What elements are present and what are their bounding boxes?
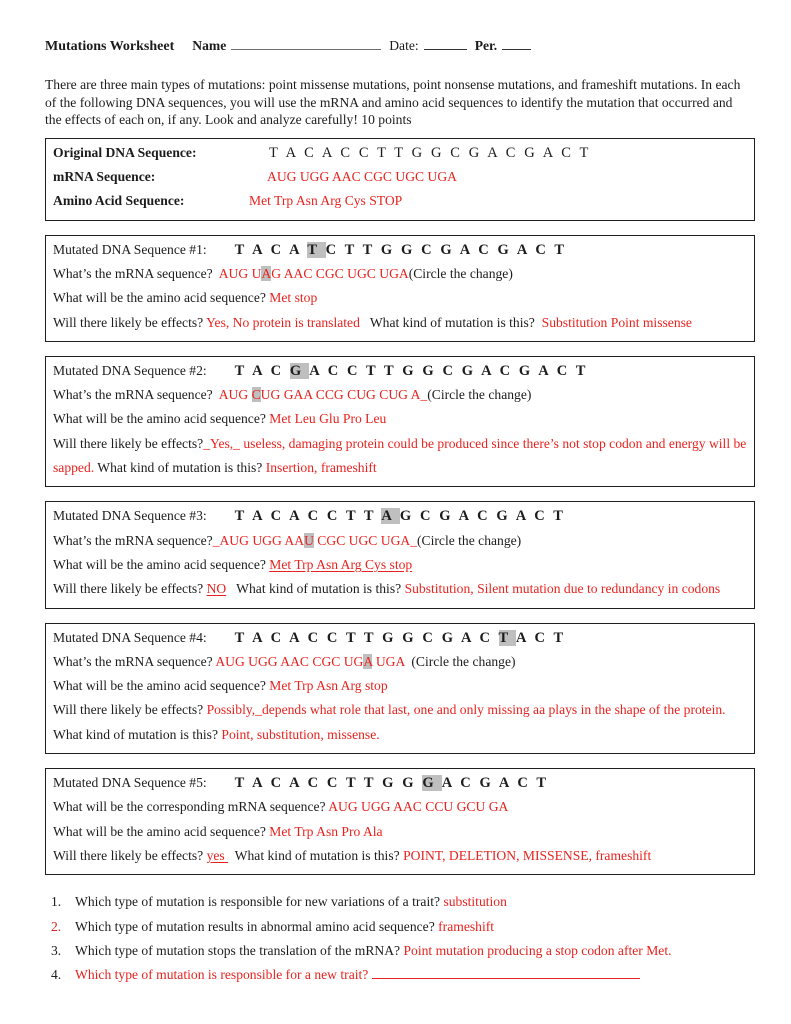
- original-sequence-box: [45, 138, 755, 221]
- answer-text: CGC UGC UGA: [313, 532, 411, 548]
- mutated-dna-label: Mutated DNA Sequence #2:: [53, 362, 207, 378]
- mutated-dna-row: [53, 238, 747, 262]
- dna-base: T: [377, 144, 395, 161]
- answer-text: Possibly,_depends what role that last, one and only missing aa plays in the shape of the protein.: [206, 702, 726, 718]
- dna-base: T: [269, 144, 286, 161]
- dna-base: A: [285, 144, 305, 161]
- answer-text: Met stop: [269, 290, 318, 306]
- dna-base: G: [402, 775, 423, 792]
- worksheet-line: [53, 820, 747, 844]
- mutated-dna-label: Mutated DNA Sequence #1:: [53, 241, 207, 257]
- dna-base: C: [326, 508, 346, 525]
- dna-base: T: [234, 629, 253, 646]
- dna-base: G: [382, 629, 403, 646]
- dna-base: A: [441, 775, 461, 792]
- answer-blank: [372, 965, 640, 979]
- dna-base: C: [534, 629, 554, 646]
- dna-base: C: [477, 508, 497, 525]
- dna-base: C: [326, 775, 346, 792]
- question-number: 3.: [51, 943, 62, 959]
- answer-text: _Yes,_: [203, 435, 240, 451]
- dna-base: A: [252, 629, 271, 646]
- highlighted-base: T: [498, 629, 516, 646]
- question-text: Which type of mutation stops the translation of the mRNA?: [75, 943, 404, 959]
- mutated-dna-row: [53, 771, 747, 795]
- answer-text: _: [212, 532, 220, 548]
- name-label: Name: [192, 38, 227, 53]
- mutated-dna-sequence: [235, 508, 566, 524]
- dna-base: T: [579, 144, 591, 161]
- answer-text: Insertion, frameshift: [265, 460, 377, 476]
- page-title: Mutations Worksheet: [45, 39, 175, 54]
- answer-text: Met Leu Glu Pro Leu: [269, 411, 387, 427]
- dna-base: G: [468, 144, 488, 161]
- worksheet-line: [53, 577, 747, 601]
- mutated-dna-sequence: [235, 363, 588, 379]
- dna-base: A: [516, 241, 536, 258]
- answer-text: [219, 266, 409, 281]
- dna-base: G: [497, 241, 517, 258]
- dna-base: C: [340, 144, 359, 161]
- dna-base: G: [411, 144, 431, 161]
- answer-text: G AAC CGC UGC UGA: [271, 265, 409, 281]
- amino-acid-row: [53, 189, 747, 213]
- answer-text: [219, 533, 410, 548]
- dna-base: G: [430, 144, 451, 161]
- answer-text: _: [410, 532, 418, 548]
- dna-base: G: [479, 775, 499, 792]
- dna-base: A: [487, 144, 506, 161]
- dna-base: C: [307, 775, 327, 792]
- mutated-dna-label: Mutated DNA Sequence #5:: [53, 775, 207, 791]
- dna-base: C: [347, 362, 367, 379]
- answer-text: substitution: [443, 894, 507, 910]
- dna-base: G: [380, 241, 401, 258]
- answer-text: Point, substitution, missense.: [221, 726, 380, 742]
- dna-base: A: [309, 362, 328, 379]
- dna-base: T: [363, 508, 382, 525]
- dna-base: T: [394, 144, 412, 161]
- question-text: What will be the amino acid sequence?: [53, 556, 270, 572]
- original-dna-sequence: [269, 141, 591, 165]
- dna-base: A: [515, 508, 535, 525]
- dna-base: C: [422, 629, 442, 646]
- question-text: What’s the mRNA sequence?: [53, 653, 216, 669]
- dna-base: G: [402, 629, 423, 646]
- answer-text: AUG UGG AAC CGC UG: [215, 653, 364, 669]
- mutated-box-3: [45, 501, 755, 608]
- question-text: What will be the amino acid sequence?: [53, 823, 270, 839]
- worksheet-line: [53, 795, 747, 819]
- question-text: (Circle the change): [408, 265, 513, 281]
- per-label: Per.: [474, 38, 498, 53]
- questions-list: [45, 890, 747, 988]
- question-text: Will there likely be effects?: [53, 435, 204, 451]
- question-text: Will there likely be effects?: [53, 314, 207, 330]
- dna-base: A: [252, 362, 271, 379]
- worksheet-line: [53, 553, 747, 577]
- dna-base: G: [400, 241, 422, 258]
- question-text: What will be the amino acid sequence?: [53, 411, 270, 427]
- mutated-dna-label: Mutated DNA Sequence #3:: [53, 508, 207, 524]
- answer-text: Substitution Point missense: [541, 314, 692, 330]
- answer-text: POINT, DELETION, MISSENSE, frameshift: [403, 847, 652, 863]
- dna-base: A: [498, 775, 518, 792]
- question-text: (Circle the change): [404, 653, 516, 669]
- dna-base: T: [553, 629, 566, 646]
- highlighted-base: A: [381, 508, 400, 525]
- dna-base: A: [538, 362, 557, 379]
- highlighted-base: T: [307, 241, 326, 258]
- question-text: What will be the amino acid sequence?: [53, 290, 270, 306]
- dna-base: A: [461, 629, 480, 646]
- mrna-sequence-row: [53, 165, 747, 189]
- dna-base: T: [345, 629, 364, 646]
- dna-base: C: [561, 144, 580, 161]
- dna-base: C: [517, 775, 537, 792]
- question-text: What’s the mRNA sequence?: [53, 387, 219, 403]
- dna-base: T: [344, 241, 363, 258]
- dna-base: C: [326, 629, 346, 646]
- dna-base: A: [289, 241, 308, 258]
- question-text: What kind of mutation is this?: [94, 460, 266, 476]
- worksheet-line: [53, 407, 747, 431]
- dna-base: T: [366, 362, 385, 379]
- dna-base: C: [421, 241, 441, 258]
- original-dna-row: [53, 141, 747, 165]
- dna-base: C: [534, 508, 554, 525]
- answer-text: yes: [206, 847, 229, 863]
- per-blank: [502, 36, 531, 50]
- dna-base: A: [515, 629, 535, 646]
- highlighted-base: G: [289, 362, 310, 379]
- question-text: What will be the amino acid sequence?: [53, 678, 270, 694]
- dna-base: C: [535, 241, 555, 258]
- dna-base: A: [289, 508, 308, 525]
- question-body: [75, 915, 494, 939]
- mutated-box-1: [45, 235, 755, 342]
- answer-text: UGA: [372, 653, 405, 669]
- mutated-box-4: [45, 623, 755, 754]
- dna-base: T: [234, 508, 253, 525]
- dna-base: C: [460, 775, 480, 792]
- worksheet-line: [53, 698, 747, 747]
- dna-base: G: [422, 362, 443, 379]
- dna-base: C: [270, 362, 290, 379]
- dna-base: A: [542, 144, 562, 161]
- dna-base: T: [345, 508, 364, 525]
- dna-base: C: [478, 241, 498, 258]
- question-text: Will there likely be effects?: [53, 847, 207, 863]
- dna-base: G: [399, 508, 420, 525]
- dna-base: C: [270, 241, 290, 258]
- original-dna-label: Original DNA Sequence:: [53, 144, 197, 160]
- answer-text: AUG U: [218, 265, 262, 281]
- highlighted-base: G: [422, 775, 442, 792]
- question-text: Which type of mutation is responsible for new variations of a trait?: [75, 894, 444, 910]
- dna-base: G: [524, 144, 543, 161]
- dna-base: T: [234, 362, 253, 379]
- highlighted-base: U: [304, 532, 314, 548]
- question-text: What kind of mutation is this?: [226, 581, 405, 597]
- worksheet-line: [53, 262, 747, 286]
- dna-base: A: [458, 508, 478, 525]
- dna-base: C: [327, 362, 347, 379]
- dna-base: A: [459, 241, 479, 258]
- question-number: 1.: [51, 894, 62, 910]
- dna-base: C: [442, 362, 462, 379]
- question-text: Which type of mutation results in abnormal amino acid sequence?: [75, 918, 439, 934]
- question-text: What’s the mRNA sequence?: [53, 532, 213, 548]
- dna-base: A: [252, 241, 271, 258]
- worksheet-line: [53, 311, 747, 335]
- dna-base: G: [441, 629, 461, 646]
- dna-base: A: [481, 362, 500, 379]
- date-blank: [424, 36, 467, 50]
- dna-base: A: [289, 775, 308, 792]
- mrna-label: mRNA Sequence:: [53, 169, 156, 185]
- question-body: [75, 890, 507, 914]
- dna-base: G: [439, 508, 459, 525]
- dna-base: T: [553, 508, 566, 525]
- answer-text: useless, damaging protein could be produced since there’s not stop codon and energy will be sapped.: [53, 435, 750, 476]
- dna-base: C: [556, 362, 576, 379]
- dna-base: G: [461, 362, 482, 379]
- dna-base: C: [358, 144, 378, 161]
- question-4: [45, 963, 747, 987]
- dna-base: G: [496, 508, 516, 525]
- question-text: (Circle the change): [427, 387, 532, 403]
- question-text: What kind of mutation is this?: [53, 702, 729, 742]
- dna-base: A: [252, 508, 271, 525]
- date-label: Date:: [389, 38, 419, 53]
- dna-base: A: [289, 629, 308, 646]
- answer-text: [219, 387, 421, 402]
- question-text: Will there likely be effects?: [53, 581, 207, 597]
- question-text: What kind of mutation is this?: [359, 314, 542, 330]
- dna-base: C: [270, 775, 290, 792]
- worksheet-line: [53, 844, 747, 868]
- answer-text: Point mutation producing a stop codon after Met.: [403, 943, 672, 959]
- mutated-dna-row: [53, 626, 747, 650]
- answer-text: [215, 654, 404, 669]
- dna-base: C: [307, 629, 327, 646]
- worksheet-line: [53, 286, 747, 310]
- answer-text: Met Trp Asn Pro Ala: [269, 823, 383, 839]
- worksheet-line: [53, 529, 747, 553]
- answer-text: Yes, No protein is translated: [206, 314, 360, 330]
- question-text: Will there likely be effects?: [53, 702, 207, 718]
- worksheet-header: [45, 36, 747, 55]
- mrna-sequence: AUG UGG AAC CGC UGC UGA: [267, 169, 457, 185]
- worksheet-line: [53, 674, 747, 698]
- question-number: 4.: [51, 967, 62, 983]
- highlighted-base: A: [363, 653, 373, 669]
- question-text: What will be the corresponding mRNA sequence?: [53, 799, 329, 815]
- mutated-dna-sequence: [235, 630, 566, 646]
- mutated-dna-row: [53, 504, 747, 528]
- dna-base: T: [363, 629, 383, 646]
- dna-base: C: [325, 241, 345, 258]
- question-1: [45, 890, 747, 914]
- worksheet-line: [53, 383, 747, 407]
- answer-text: Substitution, Silent mutation due to redundancy in codons: [404, 581, 721, 597]
- answer-text: AUG: [218, 387, 252, 403]
- dna-base: T: [554, 241, 567, 258]
- dna-base: C: [450, 144, 469, 161]
- answer-text: AUG UGG AA: [219, 532, 305, 548]
- answer-text: _: [420, 387, 428, 403]
- question-text: What’s the mRNA sequence?: [53, 265, 219, 281]
- question-3: [45, 939, 747, 963]
- worksheet-line: [53, 432, 750, 481]
- mutated-box-5: [45, 768, 755, 875]
- mutated-dna-sequence: [235, 242, 567, 258]
- dna-base: C: [499, 362, 519, 379]
- dna-base: G: [518, 362, 539, 379]
- answer-text: NO: [206, 581, 227, 597]
- dna-base: C: [505, 144, 525, 161]
- dna-base: C: [304, 144, 322, 161]
- dna-base: T: [384, 362, 403, 379]
- answer-text: Met Trp Asn Arg Cys stop: [269, 556, 413, 572]
- highlighted-base: A: [261, 265, 272, 281]
- answer-text: frameshift: [438, 918, 495, 934]
- dna-base: T: [345, 775, 364, 792]
- worksheet-line: [53, 650, 747, 674]
- dna-base: G: [402, 362, 423, 379]
- dna-base: G: [440, 241, 460, 258]
- dna-base: C: [270, 508, 290, 525]
- dna-base: A: [321, 144, 341, 161]
- dna-base: G: [382, 775, 403, 792]
- answer-text: AUG UGG AAC CCU GCU GA: [328, 799, 509, 815]
- question-text: (Circle the change): [417, 532, 522, 548]
- mutated-dna-label: Mutated DNA Sequence #4:: [53, 629, 207, 645]
- mutated-dna-row: [53, 359, 747, 383]
- highlighted-base: C: [251, 387, 261, 403]
- dna-base: C: [307, 508, 327, 525]
- mutated-box-2: [45, 356, 755, 487]
- answer-text: Which type of mutation is responsible for a new trait?: [75, 967, 372, 983]
- dna-base: T: [234, 241, 253, 258]
- question-2: [45, 915, 747, 939]
- question-body: [75, 963, 640, 987]
- dna-base: C: [419, 508, 440, 525]
- dna-base: C: [270, 629, 290, 646]
- name-blank: [231, 36, 381, 50]
- amino-acid-label: Amino Acid Sequence:: [53, 193, 185, 209]
- amino-acid-sequence: Met Trp Asn Arg Cys STOP: [249, 193, 403, 209]
- dna-base: T: [575, 362, 589, 379]
- question-body: [75, 939, 672, 963]
- question-number: 2.: [51, 918, 62, 934]
- answer-text: Met Trp Asn Arg stop: [269, 678, 388, 694]
- mutated-boxes-container: [45, 235, 750, 876]
- dna-base: T: [536, 775, 549, 792]
- question-text: What kind of mutation is this?: [228, 847, 404, 863]
- dna-base: T: [234, 775, 253, 792]
- intro-paragraph: There are three main types of mutations: point missense mutations, point nonsense mutations, and frameshift mutations. In each of the following DNA sequences, you will use the mRNA and amino acid sequences to identify the mutation that occurred and the effects of each on, if any. Look and analyze carefully! 10 points: [45, 77, 741, 128]
- dna-base: A: [252, 775, 271, 792]
- dna-base: T: [362, 241, 381, 258]
- dna-base: T: [363, 775, 383, 792]
- dna-base: C: [479, 629, 499, 646]
- answer-text: UG GAA CCG CUG CUG A: [260, 387, 421, 403]
- mutated-dna-sequence: [235, 775, 549, 791]
